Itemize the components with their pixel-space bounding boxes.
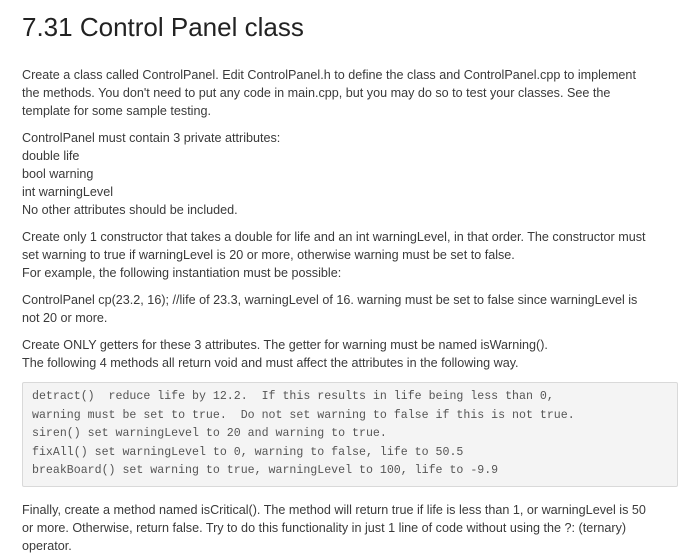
final-paragraph (22, 501, 678, 555)
final-line: operator. (22, 538, 72, 553)
attribute-warning: bool warning (22, 167, 94, 181)
intro-line: template for some sample testing. (22, 104, 211, 118)
getters-line: The following 4 methods all return void and must affect the attributes in the following way. (22, 356, 519, 370)
code-line-fixall: fixAll() set warningLevel to 0, warning to false, life to 50.5 (32, 445, 464, 459)
attribute-warning-level: int warningLevel (22, 185, 114, 199)
intro-paragraph (22, 66, 678, 120)
constructor-line: Create only 1 constructor that takes a double for life and an int warningLevel, in that order. The constructor must (22, 230, 646, 244)
example-line: not 20 or more. (22, 311, 108, 325)
code-line-detract-cont: warning must be set to true. Do not set warning to false if this is not true. (32, 408, 575, 422)
constructor-paragraph (22, 228, 678, 282)
attributes-paragraph (22, 129, 678, 219)
constructor-line: set warning to true if warningLevel is 20 or more, otherwise warning must be set to false. (22, 248, 515, 262)
final-line: Finally, create a method named isCritical(). The method will return true if life is less than 1, or warningLevel is 50 (22, 502, 646, 517)
constructor-line: For example, the following instantiation must be possible: (22, 266, 342, 280)
getters-paragraph (22, 336, 678, 372)
example-paragraph (22, 291, 678, 327)
code-line-breakboard: breakBoard() set warning to true, warningLevel to 100, life to -9.9 (32, 464, 499, 478)
code-block (22, 382, 678, 487)
intro-line: Create a class called ControlPanel. Edit ControlPanel.h to define the class and ControlPanel.cpp to implement (22, 68, 636, 82)
attributes-line: ControlPanel must contain 3 private attributes: (22, 131, 281, 145)
intro-line: the methods. You don't need to put any code in main.cpp, but you may do so to test your classes. See the (22, 86, 611, 100)
code-line-detract: detract() reduce life by 12.2. If this results in life being less than 0, (32, 390, 554, 403)
code-line-siren: siren() set warningLevel to 20 and warning to true. (32, 427, 387, 441)
final-line: or more. Otherwise, return false. Try to do this functionality in just 1 line of code without using the ?: (ternary) (22, 520, 627, 535)
getters-line: Create ONLY getters for these 3 attributes. The getter for warning must be named isWarning(). (22, 338, 548, 352)
page-title: 7.31 Control Panel class (22, 12, 304, 42)
attribute-life: double life (22, 149, 80, 163)
example-line: ControlPanel cp(23.2, 16); //life of 23.3, warningLevel of 16. warning must be set to false since warningLevel is (22, 293, 638, 307)
attributes-line: No other attributes should be included. (22, 203, 238, 217)
